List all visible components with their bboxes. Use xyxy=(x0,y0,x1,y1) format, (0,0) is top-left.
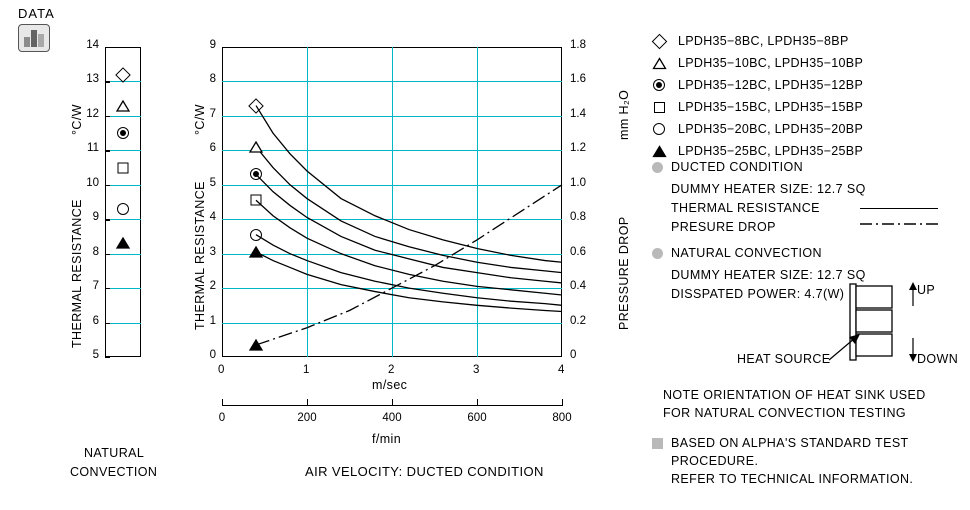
left-chart-ytick: 10 xyxy=(86,176,99,189)
legend-marker-4 xyxy=(648,123,670,135)
heat-source-label: HEAT SOURCE xyxy=(737,352,831,366)
left-chart-yunit: °C/W xyxy=(70,104,84,135)
main-chart-y2tick: 0.8 xyxy=(570,211,586,224)
left-chart-point-3 xyxy=(118,162,129,173)
legend-marker-1 xyxy=(648,58,670,69)
main-chart-xlabel: m/sec xyxy=(372,378,408,392)
left-chart-ytick: 7 xyxy=(92,280,99,293)
legend-label-4: LPDH35−20BC, LPDH35−20BP xyxy=(678,122,864,136)
main-chart-marker-series-4 xyxy=(250,229,262,241)
natural-convection-note xyxy=(652,246,822,260)
main-chart-xtick: 2 xyxy=(388,364,395,376)
legend-item-4[interactable] xyxy=(648,120,863,138)
ducted-condition-note xyxy=(652,160,803,174)
main-chart-marker-series-5 xyxy=(250,246,263,257)
left-chart-ytick: 14 xyxy=(86,39,99,51)
legend-marker-0 xyxy=(648,36,670,47)
main-chart-ytick: 6 xyxy=(209,142,216,155)
main-chart-xlabel2: f/min xyxy=(372,432,402,446)
left-chart-ylabel: THERMAL RESISTANCE xyxy=(70,199,84,348)
left-chart-ytick: 11 xyxy=(87,142,99,155)
main-chart-y2tick: 1.8 xyxy=(570,39,586,51)
marker-triangle-fill-icon xyxy=(653,146,666,157)
curve-series-0 xyxy=(256,106,562,263)
natural-dissipated-power: DISSPATED POWER: 4.7(W) xyxy=(671,287,845,301)
legend-marker-5 xyxy=(648,146,670,157)
left-chart-ytick: 5 xyxy=(92,349,99,361)
legend-item-3[interactable] xyxy=(648,98,863,116)
main-chart-ytick: 7 xyxy=(209,107,216,120)
main-chart-y2label: PRESSURE DROP xyxy=(617,216,631,330)
left-chart-point-5 xyxy=(117,238,130,249)
main-chart-ytick: 0 xyxy=(209,349,216,361)
curve-series-4 xyxy=(256,235,562,306)
down-label: DOWN xyxy=(917,352,959,366)
main-chart-y2tick: 0.2 xyxy=(570,314,586,327)
main-chart-ytick: 3 xyxy=(209,245,216,258)
left-chart-point-1 xyxy=(117,100,130,111)
main-chart-marker-series-3 xyxy=(251,195,262,206)
key-thermal-resistance-line xyxy=(860,208,938,209)
main-chart-xtick: 4 xyxy=(558,364,565,376)
main-chart-ytick: 1 xyxy=(209,314,216,327)
main-chart-marker-series-2 xyxy=(250,168,262,180)
legend-label-0: LPDH35−8BC, LPDH35−8BP xyxy=(678,34,849,48)
curve-series-5 xyxy=(256,252,562,312)
legend-item-2[interactable] xyxy=(648,76,863,94)
main-chart-title: AIR VELOCITY: DUCTED CONDITION xyxy=(305,464,544,479)
left-chart-point-2 xyxy=(117,127,129,139)
legend-item-0[interactable] xyxy=(648,32,849,50)
main-chart-y2tick: 1.6 xyxy=(570,73,586,86)
data-badge xyxy=(18,6,55,52)
main-chart-ylabel: THERMAL RESISTANCE xyxy=(193,181,207,330)
main-chart-y2tick: 0.4 xyxy=(570,280,586,293)
left-chart-caption-1: NATURAL xyxy=(84,446,145,460)
bar-chart-icon xyxy=(18,24,50,52)
natural-convection-title: NATURAL CONVECTION xyxy=(671,246,822,260)
heat-source-pointer-icon xyxy=(827,330,863,364)
main-chart-y2tick: 1.2 xyxy=(570,142,586,155)
marker-triangle-open-icon xyxy=(653,58,666,69)
fmin-tick: 400 xyxy=(382,412,402,424)
main-chart-y2unit: mm H₂O xyxy=(617,89,631,140)
fmin-tick: 200 xyxy=(297,412,317,424)
main-chart-xtick: 3 xyxy=(473,364,480,376)
legend-marker-3 xyxy=(648,102,670,113)
left-chart-ytick: 13 xyxy=(86,73,99,86)
main-chart-ytick: 4 xyxy=(209,211,216,224)
main-chart-yunit: °C/W xyxy=(193,104,207,135)
standard-test-line-3: REFER TO TECHNICAL INFORMATION. xyxy=(671,472,914,486)
left-chart-point-4 xyxy=(117,203,129,215)
main-chart-marker-series-0 xyxy=(251,100,262,111)
legend-marker-2 xyxy=(648,79,670,91)
left-chart-ytick: 12 xyxy=(86,107,99,120)
main-chart-marker-pressure-drop xyxy=(250,339,263,350)
legend-label-5: LPDH35−25BC, LPDH35−25BP xyxy=(678,144,864,158)
left-chart-point-0 xyxy=(118,69,129,80)
main-chart-y2tick: 1.0 xyxy=(570,176,586,189)
standard-test-bullet-icon xyxy=(652,438,663,449)
ducted-dummy-heater: DUMMY HEATER SIZE: 12.7 SQ xyxy=(671,182,866,196)
standard-test-line-1: BASED ON ALPHA'S STANDARD TEST xyxy=(671,436,909,450)
marker-circle-dot-icon xyxy=(653,79,665,91)
key-pressure-drop-label: PRESURE DROP xyxy=(671,220,776,234)
ducted-bullet-icon xyxy=(652,162,663,173)
orientation-note-1: NOTE ORIENTATION OF HEAT SINK USED xyxy=(663,388,926,402)
fmin-tick: 800 xyxy=(552,412,572,424)
left-chart-ytick: 8 xyxy=(92,245,99,258)
marker-square-open-icon xyxy=(654,102,665,113)
orientation-note-2: FOR NATURAL CONVECTION TESTING xyxy=(663,406,907,420)
legend-item-1[interactable] xyxy=(648,54,863,72)
main-chart-xtick: 0 xyxy=(218,364,225,376)
up-label: UP xyxy=(917,283,936,297)
standard-test-note xyxy=(652,436,913,486)
legend-item-5[interactable] xyxy=(648,142,863,160)
natural-dummy-heater: DUMMY HEATER SIZE: 12.7 SQ xyxy=(671,268,866,282)
main-chart-y2tick: 1.4 xyxy=(570,107,586,120)
natural-bullet-icon xyxy=(652,248,663,259)
key-thermal-resistance-label: THERMAL RESISTANCE xyxy=(671,201,820,215)
main-chart-y2tick: 0 xyxy=(570,349,577,361)
main-chart-ytick: 9 xyxy=(209,39,216,51)
curve-pressure-drop xyxy=(256,185,562,345)
main-chart-curves xyxy=(222,47,562,357)
legend-label-1: LPDH35−10BC, LPDH35−10BP xyxy=(678,56,864,70)
fmin-tick: 0 xyxy=(218,412,226,424)
curve-series-2 xyxy=(256,174,562,283)
left-chart-caption-2: CONVECTION xyxy=(70,465,158,479)
left-chart-ytick: 6 xyxy=(92,314,99,327)
marker-diamond-icon xyxy=(654,36,665,47)
ducted-condition-title: DUCTED CONDITION xyxy=(671,160,804,174)
main-chart-marker-series-1 xyxy=(250,141,263,152)
main-chart-xtick: 1 xyxy=(303,364,310,376)
legend-label-2: LPDH35−12BC, LPDH35−12BP xyxy=(678,78,864,92)
main-chart-y2tick: 0.6 xyxy=(570,245,586,258)
fmin-tick: 600 xyxy=(467,412,487,424)
marker-circle-open-icon xyxy=(653,123,665,135)
main-chart-ytick: 2 xyxy=(209,280,216,293)
main-chart-ytick: 8 xyxy=(209,73,216,86)
left-chart-ytick: 9 xyxy=(92,211,99,224)
key-pressure-drop-line xyxy=(860,221,940,227)
data-badge-label: DATA xyxy=(18,6,55,21)
main-chart-ytick: 5 xyxy=(209,176,216,189)
standard-test-line-2: PROCEDURE. xyxy=(671,454,759,468)
legend-label-3: LPDH35−15BC, LPDH35−15BP xyxy=(678,100,864,114)
